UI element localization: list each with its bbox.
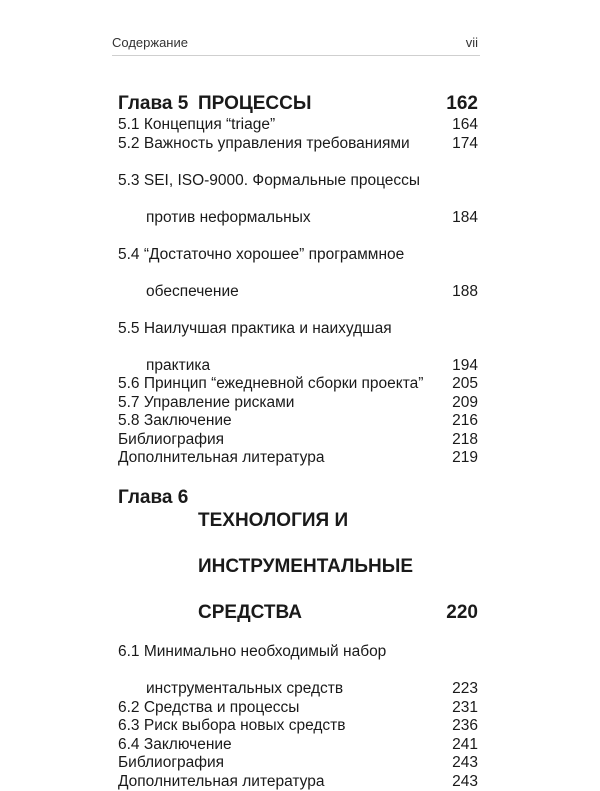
toc-entry-title: 6.3 Риск выбора новых средств	[118, 717, 434, 736]
toc-entry-page: 219	[434, 449, 478, 468]
chapter-title	[198, 486, 422, 624]
toc-entry-page: 209	[434, 394, 478, 413]
toc-entry-page: 218	[434, 431, 478, 450]
toc-entry[interactable]	[118, 625, 478, 699]
page-number: vii	[466, 35, 478, 50]
chapter-number: Глава 5	[118, 92, 198, 115]
chapter-title-line-1: ТЕХНОЛОГИЯ И	[198, 510, 348, 531]
toc-entry-page: 243	[434, 773, 478, 791]
toc-entry[interactable]	[118, 754, 478, 773]
toc-entry-title: 5.2 Важность управления требованиями	[118, 135, 434, 154]
chapter-title-line-3: СРЕДСТВА	[198, 602, 302, 623]
toc-entry-title: Дополнительная литература	[118, 773, 434, 791]
toc-entry-page: 236	[434, 717, 478, 736]
toc-entry[interactable]	[118, 736, 478, 755]
section-gap	[118, 468, 478, 486]
toc-entry[interactable]	[118, 116, 478, 135]
toc-entry[interactable]	[118, 375, 478, 394]
toc-entry-title	[118, 301, 434, 375]
table-of-contents	[118, 92, 478, 791]
toc-entry-title: 5.7 Управление рисками	[118, 394, 434, 413]
toc-entry-title: 6.2 Средства и процессы	[118, 699, 434, 718]
toc-entry[interactable]	[118, 449, 478, 468]
toc-entry-page: 188	[434, 283, 478, 302]
toc-entry-page: 184	[434, 209, 478, 228]
toc-entry-page: 216	[434, 412, 478, 431]
toc-entry[interactable]	[118, 717, 478, 736]
chapter-title-line-2: ИНСТРУМЕНТАЛЬНЫЕ	[198, 556, 413, 577]
toc-entry[interactable]	[118, 153, 478, 227]
toc-entry-line-2: обеспечение	[118, 283, 239, 300]
toc-entry-title: Дополнительная литература	[118, 449, 434, 468]
toc-entry-line-1: 5.5 Наилучшая практика и наихудшая	[118, 320, 392, 337]
toc-entry-title	[118, 153, 434, 227]
chapter-title: ПРОЦЕССЫ	[198, 92, 422, 115]
toc-entry-page: 223	[434, 680, 478, 699]
running-header-title: Содержание	[112, 35, 188, 50]
toc-entry[interactable]	[118, 412, 478, 431]
toc-entry-page: 205	[434, 375, 478, 394]
chapter-6-heading[interactable]	[118, 486, 478, 624]
chapter-page: 162	[422, 92, 478, 115]
toc-entry[interactable]	[118, 431, 478, 450]
toc-entry-title: 5.6 Принцип “ежедневной сборки проекта”	[118, 375, 434, 394]
toc-entry[interactable]	[118, 227, 478, 301]
toc-entry[interactable]	[118, 773, 478, 791]
toc-entry[interactable]	[118, 394, 478, 413]
toc-entry-page: 194	[434, 357, 478, 376]
toc-entry[interactable]	[118, 135, 478, 154]
toc-entry-line-2: против неформальных	[118, 209, 311, 226]
toc-entry-page: 243	[434, 754, 478, 773]
toc-entry-page: 174	[434, 135, 478, 154]
toc-entry[interactable]	[118, 301, 478, 375]
toc-entry-page: 241	[434, 736, 478, 755]
toc-entry-title: 5.1 Концепция “triage”	[118, 116, 434, 135]
chapter-5-heading[interactable]	[118, 92, 478, 115]
toc-entry-title	[118, 625, 434, 699]
toc-entry-title: Библиография	[118, 754, 434, 773]
running-header	[112, 35, 480, 56]
toc-entry-line-1: 6.1 Минимально необходимый набор	[118, 643, 386, 660]
toc-entry-title	[118, 227, 434, 301]
toc-entry-line-2: практика	[118, 357, 210, 374]
toc-entry-line-2: инструментальных средств	[118, 680, 343, 697]
toc-entry-title: Библиография	[118, 431, 434, 450]
toc-entry-line-1: 5.3 SEI, ISO-9000. Формальные процессы	[118, 172, 420, 189]
toc-entry-title: 6.4 Заключение	[118, 736, 434, 755]
toc-entry[interactable]	[118, 699, 478, 718]
chapter-page: 220	[422, 601, 478, 624]
toc-entry-line-1: 5.4 “Достаточно хорошее” программное	[118, 246, 404, 263]
toc-entry-title: 5.8 Заключение	[118, 412, 434, 431]
toc-entry-page: 164	[434, 116, 478, 135]
chapter-number: Глава 6	[118, 486, 198, 624]
toc-entry-page: 231	[434, 699, 478, 718]
